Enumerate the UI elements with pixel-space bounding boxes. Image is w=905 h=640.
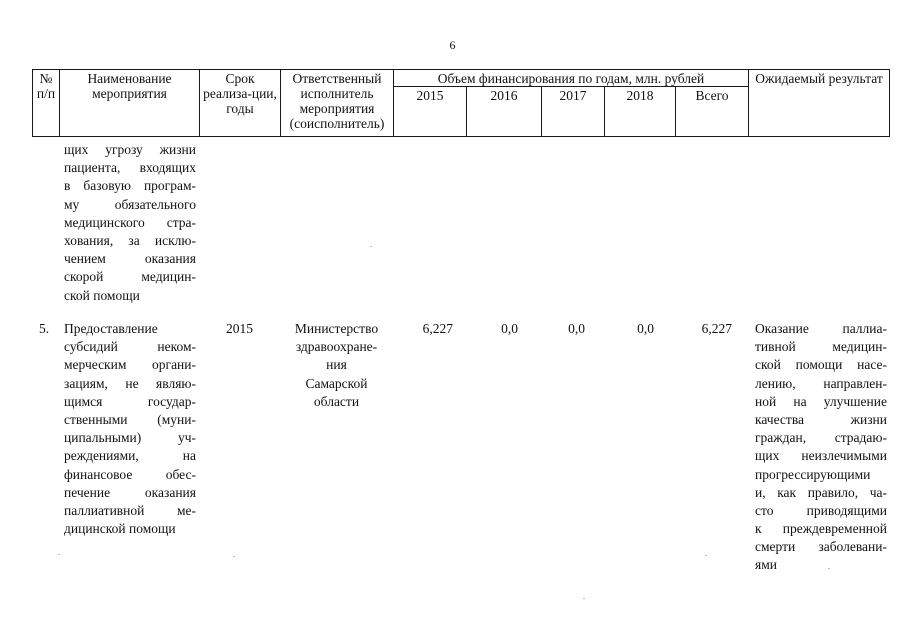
text-line: печение оказания [64, 484, 196, 500]
text-line: пациента, входящих [64, 160, 196, 176]
text-line: хования, за исклю- [64, 232, 196, 248]
text-line: Самарской [305, 375, 368, 391]
header-funding: Объем финансирования по годам, млн. рублей [394, 70, 749, 87]
text-line: Предоставление [64, 321, 158, 336]
value-2018: 0,0 [637, 321, 654, 336]
value-total: 6,227 [701, 321, 732, 336]
page-number: 6 [449, 38, 456, 52]
text-line: ями [755, 557, 777, 573]
row-number: 5. [39, 321, 50, 336]
text-line: здравоохране- [295, 339, 378, 355]
text-line: реждениями, на [64, 448, 196, 464]
text-line: граждан, страдаю- [755, 430, 887, 446]
scan-speck [583, 598, 585, 599]
header-term: Срок реализа-ции, годы [200, 70, 281, 137]
header-name: Наименование мероприятия [60, 70, 200, 137]
header-executor: Ответственный исполнитель мероприятия (соисполнитель) [281, 70, 394, 137]
text-line: ципальными) уч- [64, 430, 196, 446]
text-line: ской помощи [64, 287, 140, 303]
text-line: мерческим органи- [64, 357, 196, 373]
text-line: смерти заболевани- [755, 539, 887, 555]
header-num: № п/п [33, 70, 60, 137]
scan-speck [828, 568, 830, 569]
header-year-2016: 2016 [467, 87, 542, 137]
header-result: Ожидаемый результат [749, 70, 890, 137]
text-line: сто приводящими [755, 502, 887, 518]
text-line: щих неизлечимыми [755, 448, 887, 464]
text-line: ственными (муни- [64, 411, 196, 427]
text-line: лению, направлен- [755, 375, 887, 391]
value-2015: 6,227 [422, 321, 453, 336]
header-total: Всего [676, 87, 749, 137]
text-line: качества жизни [755, 411, 887, 427]
text-line: области [313, 393, 360, 409]
text-line: медицинского стра- [64, 214, 196, 230]
text-line: щимся государ- [64, 393, 196, 409]
text-line: к преждевременной [755, 521, 887, 537]
text-line: зациям, не являю- [64, 375, 196, 391]
text-line: тивной медицин- [755, 339, 887, 355]
header-year-2015: 2015 [394, 87, 467, 137]
text-line: субсидий неком- [64, 339, 196, 355]
text-line: финансовое обес- [64, 466, 196, 482]
text-line: му обязательного [64, 196, 196, 212]
text-line: и, как правило, ча- [755, 484, 887, 500]
text-line: прогрессирующими [755, 466, 871, 482]
text-line: паллиативной ме- [64, 502, 196, 518]
text-line: Оказание паллиа- [755, 321, 887, 336]
text-line: ской помощи насе- [755, 357, 887, 373]
row-executor [281, 320, 392, 411]
row-result [755, 320, 887, 575]
header-year-2017: 2017 [542, 87, 605, 137]
table-header [32, 69, 890, 137]
text-line: ной на улучшение [755, 393, 887, 409]
text-line: чением оказания [64, 251, 196, 267]
scan-speck [233, 556, 235, 557]
continuation-text [64, 141, 196, 305]
scan-speck [58, 554, 60, 555]
text-line: ния [326, 357, 347, 373]
row-name [64, 320, 196, 538]
text-line: щих угрозу жизни [64, 142, 196, 157]
text-line: скорой медицин- [64, 269, 196, 285]
scan-speck [705, 555, 707, 556]
value-2016: 0,0 [501, 321, 518, 336]
header-year-2018: 2018 [605, 87, 676, 137]
text-line: в базовую програм- [64, 178, 196, 194]
text-line: Министерство [294, 321, 379, 336]
scan-speck [370, 246, 372, 247]
value-2017: 0,0 [568, 321, 585, 336]
row-term: 2015 [226, 321, 253, 336]
text-line: дицинской помощи [64, 521, 176, 537]
